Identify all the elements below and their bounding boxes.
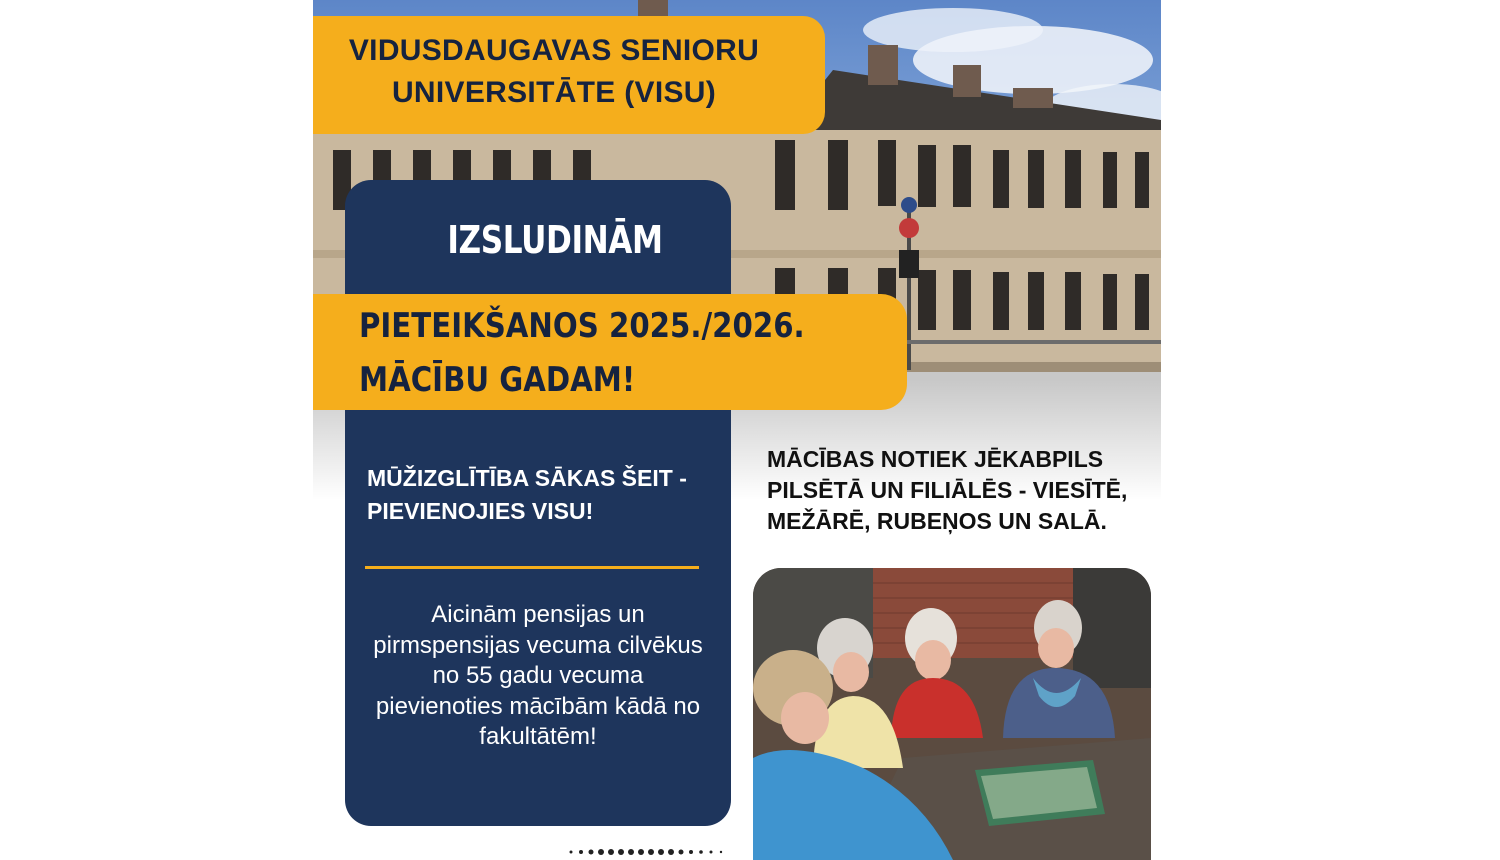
location-text bbox=[767, 444, 1157, 537]
location-line-1: MĀCĪBAS NOTIEK JĒKABPILS bbox=[767, 446, 1104, 472]
poster bbox=[313, 0, 1161, 860]
headline: IZSLUDINĀM bbox=[447, 218, 663, 262]
invite-line-5: fakultātēm! bbox=[479, 723, 597, 750]
invite-line-1: Aicinām pensijas un bbox=[431, 601, 645, 628]
location-line-2: PILSĒTĀ UN FILIĀLĒS - VIESĪTĒ, bbox=[767, 477, 1128, 503]
seniors-photo-frame bbox=[753, 568, 1151, 860]
slogan bbox=[367, 462, 727, 528]
title-line-2: UNIVERSITĀTE (VISU) bbox=[391, 76, 717, 109]
announcement-banner bbox=[313, 294, 907, 410]
decorative-dots bbox=[567, 848, 727, 856]
divider bbox=[365, 566, 699, 569]
title-line-1: VIDUSDAUGAVAS SENIORU bbox=[348, 34, 760, 67]
title-banner bbox=[313, 16, 825, 134]
invitation-text bbox=[345, 600, 731, 753]
invite-line-3: no 55 gadu vecuma bbox=[432, 662, 644, 689]
location-line-3: MEŽĀRĒ, RUBEŅOS UN SALĀ. bbox=[767, 508, 1107, 534]
slogan-line-2: PIEVIENOJIES VISU! bbox=[367, 498, 594, 524]
slogan-line-1: MŪŽIZGLĪTĪBA SĀKAS ŠEIT - bbox=[367, 465, 687, 491]
announcement-line-1: PIETEIKŠANOS 2025./2026. bbox=[359, 306, 805, 346]
invite-line-2: pirmspensijas vecuma cilvēkus bbox=[373, 631, 703, 659]
invite-line-4: pievienoties mācībām kādā no bbox=[375, 692, 701, 720]
announcement-line-2: MĀCĪBU GADAM! bbox=[359, 360, 636, 400]
seniors-photo bbox=[753, 568, 1151, 860]
